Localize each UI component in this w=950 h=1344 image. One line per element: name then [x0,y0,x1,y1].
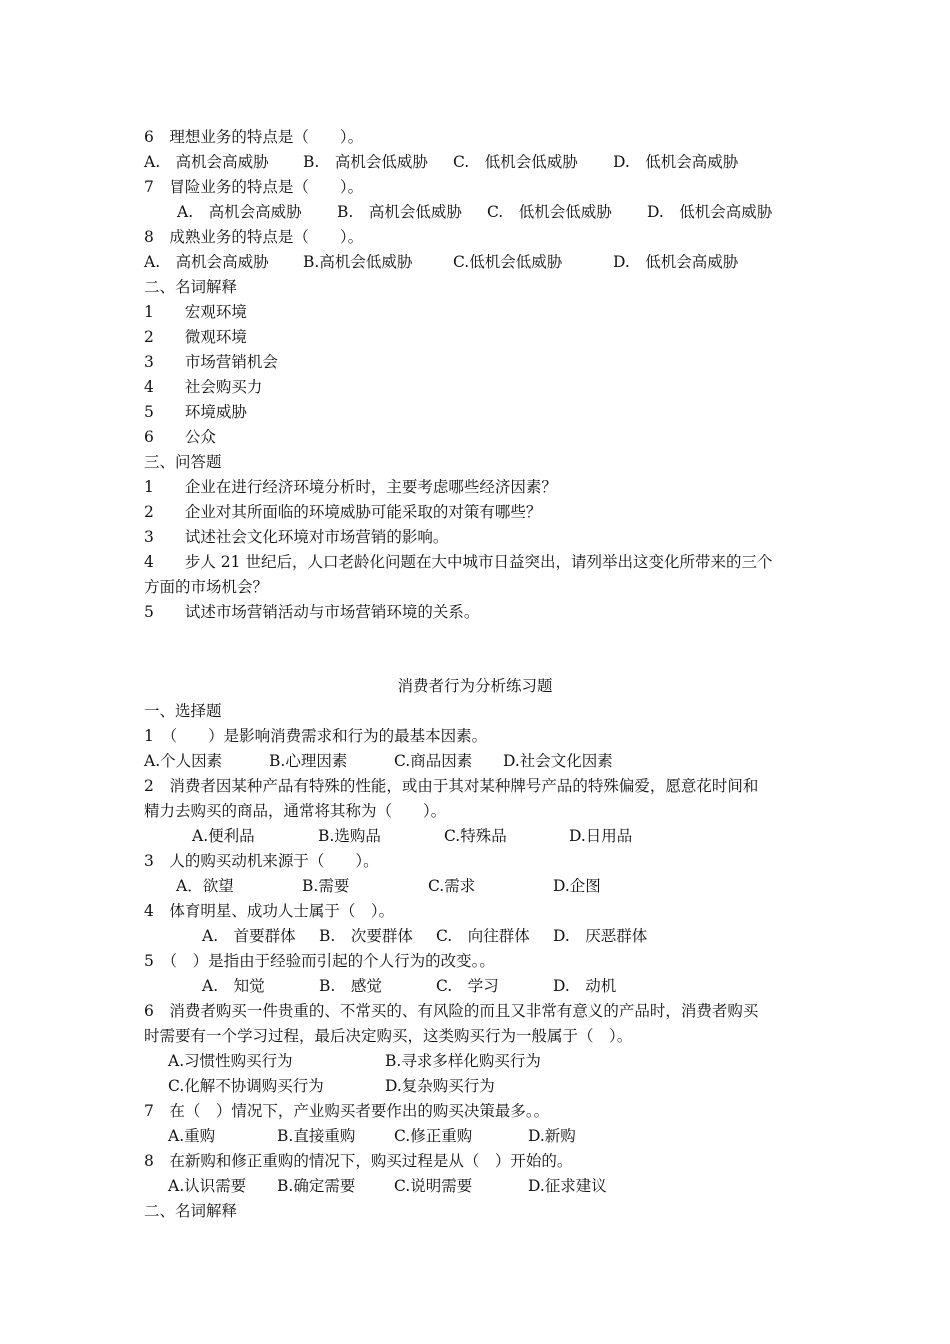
question-2: 2 消费者因某种产品有特殊的性能，或由于其对某种牌号产品的特殊偏爱，愿意花时间和 [144,777,759,795]
term-item: 6 公众 [144,428,216,446]
option-c: C. 低机会低威胁 [487,203,612,221]
term-item: 5 环境威胁 [144,403,247,421]
question-7-options [144,200,820,225]
option-b: B.直接重购 [277,1127,356,1145]
question-4: 4 体育明星、成功人士属于（ ）。 [144,902,395,920]
option-b: B.寻求多样化购买行为 [385,1052,541,1070]
question-6-continued: 时需要有一个学习过程，最后决定购买，这类购买行为一般属于（ ）。 [144,1027,633,1045]
choice-heading: 一、选择题 [144,702,222,720]
question-6-options-row2 [144,1074,820,1099]
term-item: 1 宏观环境 [144,303,247,321]
qa-item-continued: 方面的市场机会？ [144,578,269,596]
option-a: A.重购 [168,1127,216,1145]
option-c: C.化解不协调购买行为 [168,1077,324,1095]
option-a: A.习惯性购买行为 [168,1052,293,1070]
option-a: A．欲望 [176,877,234,895]
question-6-options-row1 [144,1049,820,1074]
question-2-options [144,824,820,849]
option-a: A. 高机会高威胁 [144,153,269,171]
option-a: A.认识需要 [168,1177,247,1195]
question-2-continued: 精力去购买的商品，通常将其称为（ ）。 [144,802,447,820]
option-d: D. 低机会高威胁 [613,153,739,171]
qa-heading: 三、问答题 [144,453,222,471]
option-b: B.选购品 [318,827,381,845]
option-c: C.需求 [428,877,476,895]
option-a: A. 高机会高威胁 [144,253,269,271]
option-c: C. 向往群体 [436,927,530,945]
option-d: D. 动机 [553,977,617,995]
question-5: 5 （ ）是指由于经验而引起的个人行为的改变。。 [144,952,495,970]
option-a: A.个人因素 [144,752,223,770]
qa-item: 2 企业对其所面临的环境威胁可能采取的对策有哪些？ [144,503,542,521]
option-c: C. 学习 [436,977,499,995]
option-b: B.高机会低威胁 [303,253,413,271]
question-7: 7 冒险业务的特点是（ ）。 [144,178,364,196]
terms-heading: 二、名词解释 [144,278,238,296]
option-b: B. 高机会低威胁 [303,153,428,171]
question-1: 1 （ ）是影响消费需求和行为的最基本因素。 [144,727,488,745]
question-8: 8 在新购和修正重购的情况下，购买过程是从（ ）开始的。 [144,1152,573,1170]
option-d: D. 厌恶群体 [553,927,648,945]
question-3-options [144,874,820,899]
option-d: D. 低机会高威胁 [613,253,739,271]
question-6: 6 消费者购买一件贵重的、不常买的、有风险的而且又非常有意义的产品时，消费者购买 [144,1002,759,1020]
question-1-options [144,749,820,774]
question-4-options [144,924,820,949]
option-c: C. 低机会低威胁 [453,153,578,171]
option-c: C.商品因素 [394,752,473,770]
option-d: D. 低机会高威胁 [647,203,773,221]
option-b: B.需要 [302,877,350,895]
option-a: A. 知觉 [202,977,265,995]
question-8-options [144,250,820,275]
question-6-options [144,150,820,175]
option-d: D.新购 [528,1127,576,1145]
option-a: A. 高机会高威胁 [177,203,302,221]
option-a: A. 首要群体 [202,927,296,945]
option-c: C.低机会低威胁 [453,253,563,271]
option-b: B. 高机会低威胁 [337,203,462,221]
question-6: 6 理想业务的特点是（ ）。 [144,128,364,146]
question-3: 3 人的购买动机来源于（ ）。 [144,852,379,870]
option-d: D.企图 [553,877,601,895]
option-d: D.征求建议 [528,1177,607,1195]
option-b: B. 次要群体 [319,927,413,945]
question-8: 8 成熟业务的特点是（ ）。 [144,228,364,246]
term-item: 2 微观环境 [144,328,247,346]
option-c: C.特殊品 [444,827,507,845]
option-d: D.社会文化因素 [503,752,613,770]
option-d: D.复杂购买行为 [385,1077,495,1095]
question-5-options [144,974,820,999]
option-c: C.说明需要 [394,1177,473,1195]
option-a: A.便利品 [192,827,255,845]
qa-item: 5 试述市场营销活动与市场营销环境的关系。 [144,603,480,621]
term-item: 4 社会购买力 [144,378,263,396]
qa-item: 4 步人 21 世纪后，人口老龄化问题在大中城市日益突出，请列举出这变化所带来的三个 [144,553,773,571]
option-b: B.心理因素 [269,752,348,770]
option-d: D.日用品 [569,827,633,845]
question-8-options [144,1174,820,1199]
option-b: B.确定需要 [277,1177,356,1195]
question-7-options [144,1124,820,1149]
qa-item: 3 试述社会文化环境对市场营销的影响。 [144,528,449,546]
question-7: 7 在（ ）情况下，产业购买者要作出的购买决策最多。。 [144,1102,550,1120]
qa-item: 1 企业在进行经济环境分析时，主要考虑哪些经济因素？ [144,478,557,496]
term-item: 3 市场营销机会 [144,353,278,371]
terms-heading: 二、名词解释 [144,1202,238,1220]
option-c: C.修正重购 [394,1127,473,1145]
option-b: B. 感觉 [319,977,382,995]
section-title: 消费者行为分析练习题 [397,677,553,695]
